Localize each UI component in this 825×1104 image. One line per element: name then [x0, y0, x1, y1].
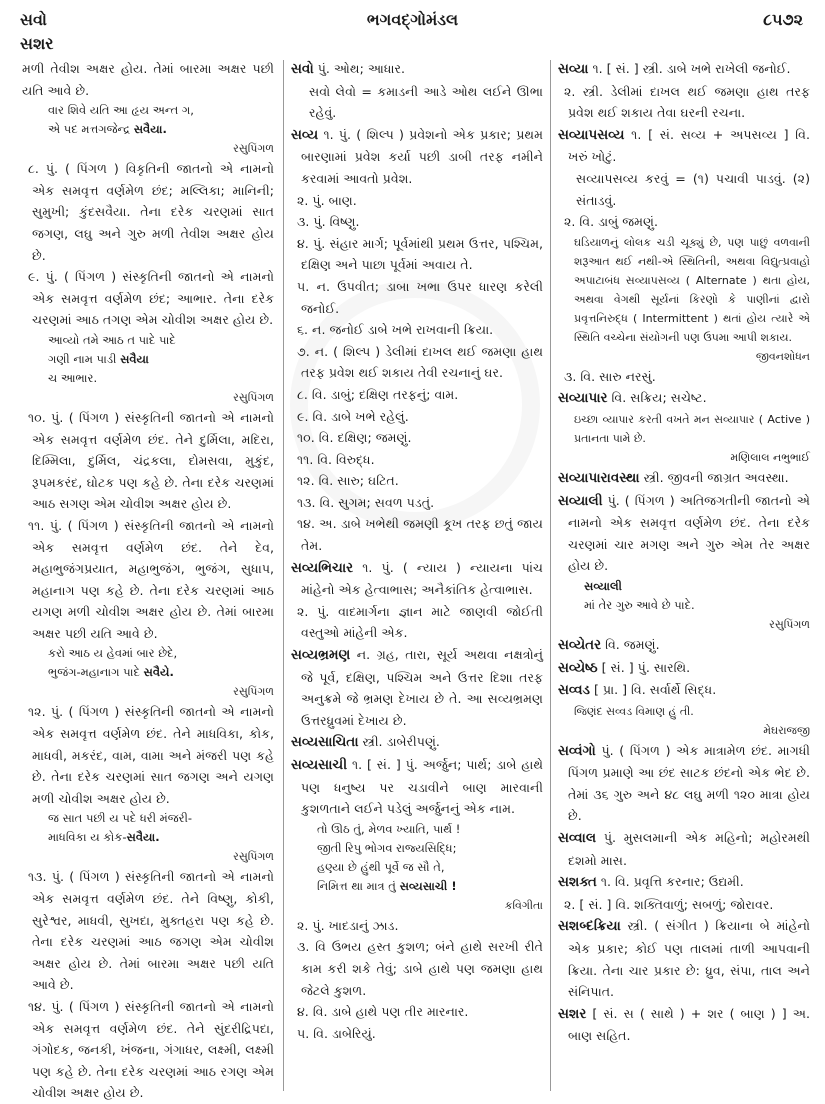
- entry-sense: ૨. પું. બાણ.: [297, 192, 357, 208]
- verse-line: [317, 877, 543, 896]
- citation-text: ઘડિયાળનું લોલક ચડી ચૂક્યું છે, પણ પાછું વળવાની શરૂઆત થઈ નથી-એ સ્થિતિની, અથવા વિદ્યુત્પ્રવાહો અપાટાબંધ સવ્યાપસવ્ય ( Alternate ) થતા હોય, અથવા વેગથી સૂર્યનાં કિરણો કે પાણીનાં દ્વારો પ્રવૃત્તનિરુદ્ધ ( Intermittent ) થતાં હોય ત્યારે એ સ્થિતિ વચ્ચેના સંયોગની પણ ઉપમા આપી શકાય.: [574, 235, 810, 344]
- usage-example: સવ્યાપસવ્ય કરવું = (૧) પચાવી પાડવું. (૨) સંતાડવું.: [576, 170, 810, 208]
- entry-sense: ૮. પું. ( પિંગળ ) વિકૃતિની જાતનો એ નામનો એક સમવૃત્ત વર્ણમેળ છંદ; મલ્લિકા; માનિની; સુમુખી; કુંદસવૈયા. તેના દરેક ચરણમાં સાત જગણ, લઘુ અને ગુરુ મળી તેવીશ અક્ષર હોય છે.: [28, 161, 274, 263]
- entry-sense: ૩. પું. વિષ્ણુ.: [297, 214, 360, 230]
- verse-text: આવ્યો તમે આઠ ત પાદે પાદે: [48, 332, 176, 347]
- entry-definition: ન. ગ્રહ, તારા, સૂર્ય અથવા નક્ષત્રોનું જે પૂર્વ, દક્ષિણ, પશ્ચિમ અને ઉત્તર દિશા તરફ અનુક્રમે જે ભ્રમણ દેખાય છે તે. આ સવ્યભ્રમણ ઉત્તરધ્રુવમાં દેખાય છે.: [301, 647, 543, 728]
- verse-line: [317, 820, 543, 839]
- entry-sense: ૭. ન. ( શિલ્પ ) ડેલીમાં દાખલ થઈ જમણા હાથ તરફ પ્રવેશ થઈ શકાય તેવી રચનાનું ઘર.: [297, 343, 543, 381]
- entry-sense: ૧૨. પું. ( પિંગળ ) સંસ્કૃતિની જાતનો એ નામનો એક સમવૃત્ત વર્ણમેળ છંદ. તેને માધવિકા, કોક, માધવી, મકરંદ, વામ, વામા અને મંજરી પણ કહે છે. તેના દરેક ચરણમાં સાત જગણ અને યગણ મળી ચોવીશ અક્ષર હોય છે.: [28, 704, 274, 806]
- verse-text: વાર શિવે યતિ આ હૃય અન્ત ગ,: [48, 103, 194, 118]
- entry-definition: ૧. પું. ( ન્યાય ) ન્યાયના પાંચ માંહેનો એક હેત્વાભાસ; અનૈકાંતિક હેત્વાભાસ.: [301, 559, 543, 598]
- verse-bold-word: સવૈયા.: [133, 122, 167, 137]
- verse-text: એ પદ મત્તગજેન્દ્ર: [48, 122, 134, 137]
- verse-quote: [22, 644, 274, 682]
- verse-text: જ સાત પછી ય પદે ધરી મંજરી-: [48, 811, 193, 826]
- entry-headword: સવ્યસાચી: [291, 757, 348, 773]
- verse-text: ગણી નામ પાડી: [48, 351, 121, 366]
- entry-headword: સવ્વડ: [558, 682, 590, 699]
- entry-sense: ૩. વિ. સારુ નરસું.: [564, 368, 656, 384]
- citation-source: રસુપિંગળ: [233, 685, 274, 699]
- verse-quote: [291, 820, 543, 896]
- entry-sense: ૨. પું. વાદમાર્ગના જ્ઞાન માટે જાણવી જોઈતી વસ્તુઓ માંહેની એક.: [297, 603, 543, 641]
- dictionary-entry: [291, 644, 543, 731]
- entry-definition: ૧. વિ. પ્રવૃત્તિ કરનાર; ઉદ્યમી.: [596, 874, 744, 890]
- dictionary-entry: [558, 490, 810, 577]
- verse-line: [48, 809, 274, 828]
- entry-sense: ૧૪. પું. ( પિંગળ ) સંસ્કૃતિની જાતનો એ નામનો એક સમવૃત્ત વર્ણમેળ છંદ. તેને સુંદરીદ્રિપદા, ગંગોદક, જનકી, ખંજના, ગંગાધર, લક્ષ્મી, લક્ષ્મી પણ કહે છે. તેના દરેક ચરણમાં આઠ રગણ એમ ચોવીશ અક્ષર હોય છે.: [28, 999, 274, 1101]
- citation-source: રસુપિંગળ: [233, 850, 274, 864]
- entry-sense: ૧૪. અ. ડાબે ખભેથી જમણી કૂખ તરફ છતું જાય તેમ.: [297, 516, 543, 554]
- entry-definition: પું. ( પિંગળ ) અતિજગતીની જાતનો એ નામનો એક સમવૃત્ત વર્ણમેળ છંદ. તેના દરેક ચરણમાં ચાર મગણ અને ગુરુ એમ તેર અક્ષર હોય છે.: [568, 492, 810, 574]
- column-1: [22, 58, 274, 1104]
- verse-bold-word: સવ્યસાચી !: [399, 878, 457, 893]
- verse-text: નિમિત્ત થા માત્ર તું: [317, 878, 400, 893]
- verse-text: તો ઊઠ તું, મેળવ ખ્યાતિ, પાર્થ !: [317, 821, 461, 836]
- entry-definition: ૧. [ સં. સવ્ય + અપસવ્ય ] વિ. ખરું ખોટું.: [568, 126, 810, 165]
- entry-headword: સશર: [558, 1005, 587, 1022]
- entry-headword: સવ્યેષ્ઠ: [558, 659, 598, 676]
- entry-headword: સવ્યેતર: [558, 636, 602, 653]
- dictionary-entry: [558, 679, 810, 702]
- verse-line: [48, 120, 274, 139]
- entry-sense: ૪. વિ. ડાબે હાથે પણ તીર મારનાર.: [297, 1004, 469, 1020]
- dictionary-entry: [291, 731, 543, 754]
- entry-headword: સવ્યભ્રમણ: [291, 647, 351, 664]
- column-divider: [283, 60, 284, 1091]
- dictionary-entry: [558, 387, 810, 410]
- entry-definition: પું. મુસલમાની એક મહિનો; મહોરમથી દશમો માસ.: [568, 830, 810, 868]
- verse-bold-word: સવૈયા: [120, 351, 149, 366]
- column-2: [291, 58, 543, 1044]
- verse-text: જીતી રિપુ ભોગવ રાજ્યસિદ્ધિ;: [317, 840, 457, 855]
- entry-definition: [ સં. સ ( સાથે ) + શર ( બાણ ) ] અ. બાણ સહિત.: [568, 1005, 810, 1044]
- dictionary-entry: [291, 557, 543, 601]
- citation-text: ઇચ્છા વ્યાપાર કરતી વખતે મન સવ્યાપાર ( Active ) પ્રતાનતા પામે છે.: [574, 412, 810, 445]
- entry-definition: [ સં. ] પું. સારથિ.: [597, 659, 691, 675]
- entry-definition: ૧. [ સં. ] સ્ત્રી. ડાબે ખભે રાખેલી જનોઈ.: [588, 61, 791, 76]
- verse-bold-word: સવૈયે.: [143, 665, 174, 680]
- dictionary-entry: [558, 58, 810, 81]
- first-guide-word: સવો: [20, 10, 47, 29]
- entry-definition: સ્ત્રી. જીવની જાગ્રત અવસ્થા.: [639, 469, 789, 485]
- entry-definition: પું. ( પિંગળ ) એક માત્રામેળ છંદ. માગધી પિંગળ પ્રમાણે આ છંદ સાટક છંદનો એક ભેદ છે. તેમાં ૩૬ ગુરુ અને ૪૮ લઘુ મળી ૧૨૦ માત્રા હોય છે.: [568, 742, 810, 824]
- entry-sense: ૩. વિ ઉભય હસ્ત કુશળ; બંને હાથે સરખી રીતે કામ કરી શકે તેવું; ડાબે હાથે પણ જમણા હાથ જેટલે કુશળ.: [297, 939, 543, 998]
- entry-sense: ૯. પું. ( પિંગળ ) સંસ્કૃતિની જાતનો એ નામનો એક સમવૃત્ત વર્ણમેળ છંદ; આભાર. તેના દરેક ચરણમાં આઠ તગણ એમ ચોવીશ અક્ષર હોય છે.: [28, 269, 274, 328]
- dictionary-entry: [558, 827, 810, 871]
- entry-headword: સવ્યાપાર: [558, 390, 608, 407]
- dictionary-entry: [558, 740, 810, 827]
- verse-text: ભુજંગ-મહાનાગ પાદે: [48, 665, 144, 680]
- entry-definition: [ પ્રા. ] વિ. સર્વાર્થે સિદ્ધ.: [589, 682, 717, 698]
- verse-text: ચ આભાર.: [48, 370, 98, 385]
- verse-text: કરો આઠ ય હેવમાં બાર છેદે,: [48, 646, 178, 661]
- verse-quote: [22, 331, 274, 388]
- entry-headword: સવ્યાલી: [558, 492, 603, 509]
- entry-definition: ૧. [ સં. ] પું. અર્જુન; પાર્થ; ડાબે હાથે પણ ધનુષ્ય પર ચડાવીને બાણ મારવાની કુશળતાને લઈને પડેલું અર્જુનનું એક નામ.: [301, 757, 543, 817]
- citation-text: જિણંદ સવ્વડ વિમાણ હું તી.: [574, 704, 694, 718]
- dictionary-entry: [558, 634, 810, 657]
- continued-text: મળી તેવીશ અક્ષર હોય. તેમાં બારમા અક્ષર પછી યતિ આવે છે.: [22, 61, 274, 98]
- entry-headword: સશબ્દક્રિયા: [558, 918, 621, 935]
- entry-sense: ૧૦. વિ. દક્ષિણ; જમણું.: [297, 430, 412, 446]
- entry-sense: ૨. સ્ત્રી. ડેલીમાં દાખલ થઈ જમણા હાથ તરફ પ્રવેશ થઈ શકાય તેવા ઘરની રચના.: [564, 83, 810, 121]
- citation-source: રસુપિંગળ: [233, 142, 274, 156]
- entry-definition: સ્ત્રી. ( સંગીત ) ક્રિયાના બે માંહેનો એક પ્રકાર; કોઈ પણ તાલમાં તાળી આપવાની ક્રિયા. તેના ચાર પ્રકાર છે: ધ્રુવ, સંપા, તાલ અને સંનિપાત.: [568, 918, 810, 1000]
- verse-line: [48, 369, 274, 388]
- verse-line: [48, 331, 274, 350]
- entry-sense: ૧૨. વિ. સારુ; ઘટિત.: [297, 473, 399, 489]
- usage-example: સવો લેવો = કમાડની આડે ઓથ લઈને ઊભા રહેવું.: [309, 83, 543, 121]
- entry-headword: સવ્યભિચાર: [291, 559, 354, 576]
- entry-sense: ૧૩. પું. ( પિંગળ ) સંસ્કૃતિની જાતનો એ નામનો એક સમવૃત્ત વર્ણમેળ છંદ. તેને વિષ્ણુ, કોકી, સુરેશ્વર, માધવી, સુખદા, મુક્તહરા પણ કહે છે. તેના દરેક ચરણમાં આઠ જગણ એમ ચોવીશ અક્ષર હોય છે. તેમાં બારમા અક્ષર પછી યતિ આવે છે.: [28, 869, 274, 993]
- entry-headword: સવ્યસાચિતા: [291, 734, 359, 751]
- entry-sense: ૫. વિ. ડાબેરિયું.: [297, 1025, 376, 1041]
- entry-sense: ૧૩. વિ. સુગમ; સવળ પડતું.: [297, 494, 435, 510]
- citation-source: મણિલાલ નભુભાઈ: [730, 450, 810, 464]
- entry-headword: સવ્વાલ: [558, 830, 597, 847]
- verse-line: [48, 350, 274, 369]
- verse-bold-word: સવ્યાલી: [584, 578, 622, 593]
- dictionary-entry: [558, 657, 810, 680]
- entry-headword: સવ્યાપારાવસ્થા: [558, 469, 640, 486]
- verse-text: હણ્યા છે હુંથી પૂર્વે જ સૌ તે,: [317, 859, 445, 874]
- citation-source: કવિગીતા: [504, 898, 543, 912]
- column-3: [558, 58, 810, 1047]
- entry-sense: ૧૦. પું. ( પિંગળ ) સંસ્કૃતિની જાતનો એ નામનો એક સમવૃત્ત વર્ણમેળ છંદ. તેને દુર્મિલા, મદિરા, દિમ્મિલા, દુર્મિલ, ચંદ્રકલા, દોમસવા, મુકુંદ, રૂપમકરંદ, ઘોટક પણ કહે છે. તેના દરેક ચરણમાં આઠ સગણ એમ ચોવીશ અક્ષર હોય છે.: [28, 409, 274, 512]
- citation-source: મેઘરાજજી: [763, 723, 810, 737]
- verse-line: [48, 644, 274, 663]
- entry-sense: ૬. ન. જનોઈ ડાબે ખભે રાખવાની ક્રિયા.: [297, 322, 494, 338]
- verse-line: [48, 828, 274, 847]
- verse-line: [317, 858, 543, 877]
- verse-bold-word: સવૈયા.: [126, 830, 160, 845]
- verse-line: [584, 577, 810, 596]
- entry-sense: ૨. વિ. ડાબું જમણું.: [564, 214, 659, 230]
- dictionary-entry: [558, 1003, 810, 1047]
- book-title: ભગવદ્ગોમંડલ: [366, 10, 459, 29]
- verse-line: [48, 663, 274, 682]
- verse-line: [317, 839, 543, 858]
- entry-sense: ૧૧. પું. ( પિંગળ ) સંસ્કૃતિની જાતનો એ નામનો એક સમવૃત્ત વર્ણમેળ છંદ. તેને દેવ, મહાભુજંગપ્રયાત, મહાભુજંગ, ભુજંગ, સુધાપ, મહાનાગ પણ કહે છે. તેના દરેક ચરણમાં આઠ યગણ મળી ચોવીશ અક્ષર હોય છે. તેમાં બારમા અક્ષર પછી યતિ આવે છે.: [28, 517, 274, 641]
- citation-source: રસુપિંગળ: [233, 390, 274, 404]
- dictionary-entry: [291, 124, 543, 190]
- entry-sense: ૧૧. વિ. વિરુદ્ધ.: [297, 451, 375, 467]
- entry-definition: વિ. જમણું.: [601, 636, 660, 652]
- verse-line: [584, 596, 810, 615]
- dictionary-entry: [558, 124, 810, 168]
- entry-sense: ૫. ન. ઉપવીત; ડાબા ખભા ઉપર ધારણ કરેલી જનોઈ.: [297, 278, 543, 316]
- entry-headword: સવ્વંગો: [558, 742, 596, 759]
- verse-quote: [22, 101, 274, 139]
- column-divider: [550, 60, 551, 1091]
- entry-sense: ૯. વિ. ડાબે ખભે રહેલું.: [297, 408, 409, 424]
- entry-sense: ૨. [ સં. ] વિ. શક્તિવાળું; સબળું; જોરાવર.: [564, 896, 774, 912]
- verse-text: માધવિકા ય કોક-: [48, 830, 127, 845]
- dictionary-entry: [291, 58, 543, 81]
- citation-source: રસુપિંગળ: [769, 617, 810, 631]
- entry-definition: સ્ત્રી. ડાબેરીપણું.: [358, 734, 440, 750]
- entry-sense: ૪. પું. સંહાર માર્ગ; પૂર્વમાંથી પ્રથમ ઉત્તર, પશ્ચિમ, દક્ષિણ અને પાછા પૂર્વમાં અવાય તે.: [297, 235, 543, 273]
- dictionary-entry: [558, 871, 810, 894]
- last-guide-word: સશર: [20, 34, 54, 53]
- verse-line: [48, 101, 274, 120]
- verse-quote: [22, 809, 274, 847]
- verse-text: માં તેર ગુરુ આવે છે પાદે.: [584, 597, 695, 612]
- entry-definition: વિ. સક્રિય; સચેષ્ટ.: [607, 390, 707, 406]
- entry-headword: સવ્યાપસવ્ય: [558, 126, 625, 143]
- entry-definition: ૧. પું. ( શિલ્પ ) પ્રવેશનો એક પ્રકાર; પ્રથમ બારણામાં પ્રવેશ કર્યા પછી ડાબી તરફ નમીને કરવામાં આવતો પ્રવેશ.: [301, 126, 543, 186]
- page-number: ૮૫૭૨: [763, 10, 803, 29]
- verse-quote: [558, 577, 810, 615]
- dictionary-entry: [291, 754, 543, 820]
- entry-headword: સશક્ત: [558, 874, 597, 891]
- dictionary-entry: [558, 915, 810, 1002]
- entry-sense: ૨. પું. ખાદડાનું ઝાડ.: [297, 917, 399, 933]
- entry-sense: ૮. વિ. ડાબું; દક્ષિણ તરફનું; વામ.: [297, 386, 459, 402]
- entry-headword: સવ્યા: [558, 61, 589, 77]
- entry-definition: પું. ઓથ; આધાર.: [313, 61, 406, 76]
- entry-headword: સવો: [291, 61, 314, 77]
- entry-headword: સવ્ય: [291, 126, 319, 143]
- citation-source: જીવનશોધન: [755, 349, 810, 363]
- dictionary-entry: [558, 467, 810, 490]
